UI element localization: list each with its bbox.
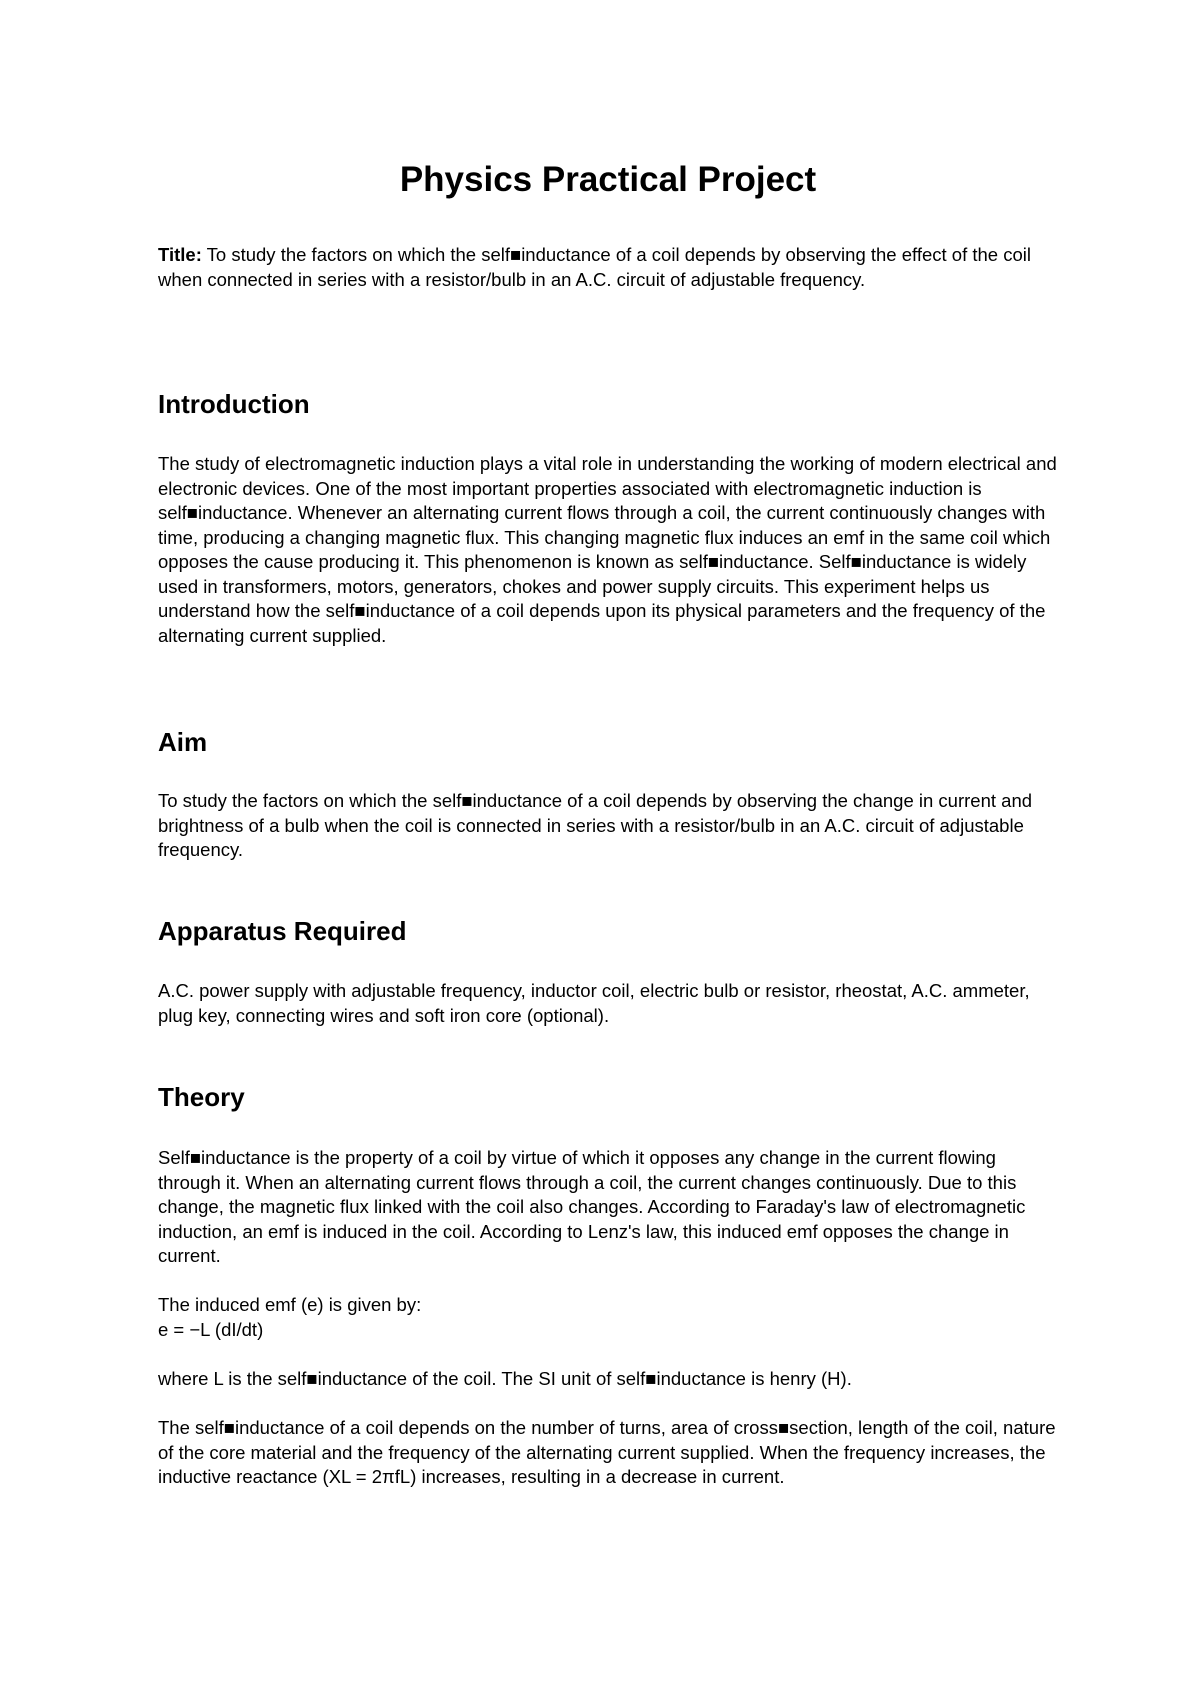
aim-body: To study the factors on which the self■inductance of a coil depends by observing the change in current and brightness of a bulb when the coil is connected in series with a resistor/bulb in an A.C. circuit of adjustable frequency. — [158, 790, 1033, 860]
theory-formula: e = −L (dI/dt) — [158, 1319, 264, 1340]
apparatus-heading: Apparatus Required — [158, 916, 407, 946]
project-title-label: Title: — [158, 244, 202, 265]
theory-paragraph-2: where L is the self■inductance of the coil. The SI unit of self■inductance is henry (H). — [158, 1368, 852, 1389]
apparatus-body: A.C. power supply with adjustable frequency, inductor coil, electric bulb or resistor, rheostat, A.C. ammeter, plug key, connecting wires and soft iron core (optional). — [158, 980, 1030, 1026]
theory-paragraph-1: Self■inductance is the property of a coil by virtue of which it opposes any change in the current flowing through it. When an alternating current flows through a coil, the current changes continuously. Due to this change, the magnetic flux linked with the coil also changes. According to Faraday's law of electromagnetic induction, an emf is induced in the coil. According to Lenz's law, this induced emf opposes the change in current. — [158, 1147, 1026, 1266]
project-title-block — [158, 243, 1058, 292]
theory-formula-intro: The induced emf (e) is given by: — [158, 1294, 422, 1315]
introduction-body: The study of electromagnetic induction plays a vital role in understanding the working of modern electrical and electronic devices. One of the most important properties associated with electromagnetic induction is self■inductance. Whenever an alternating current flows through a coil, the current continuously changes with time, producing a changing magnetic flux. This changing magnetic flux induces an emf in the same coil which opposes the cause producing it. This phenomenon is known as self■inductance. Self■inductance is widely used in transformers, motors, generators, chokes and power supply circuits. This experiment helps us understand how the self■inductance of a coil depends upon its physical parameters and the frequency of the alternating current supplied. — [158, 453, 1057, 646]
document-title: Physics Practical Project — [399, 160, 817, 199]
theory-heading: Theory — [158, 1082, 245, 1112]
theory-paragraph-3: The self■inductance of a coil depends on the number of turns, area of cross■section, length of the coil, nature of the core material and the frequency of the alternating current supplied. When the frequency increases, the inductive reactance (XL = 2πfL) increases, resulting in a decrease in current. — [158, 1417, 1056, 1487]
aim-heading: Aim — [158, 727, 208, 757]
introduction-heading: Introduction — [158, 389, 310, 419]
project-title-text: To study the factors on which the self■inductance of a coil depends by observing the effect of the coil when connected in series with a resistor/bulb in an A.C. circuit of adjustable frequency. — [158, 244, 1031, 290]
